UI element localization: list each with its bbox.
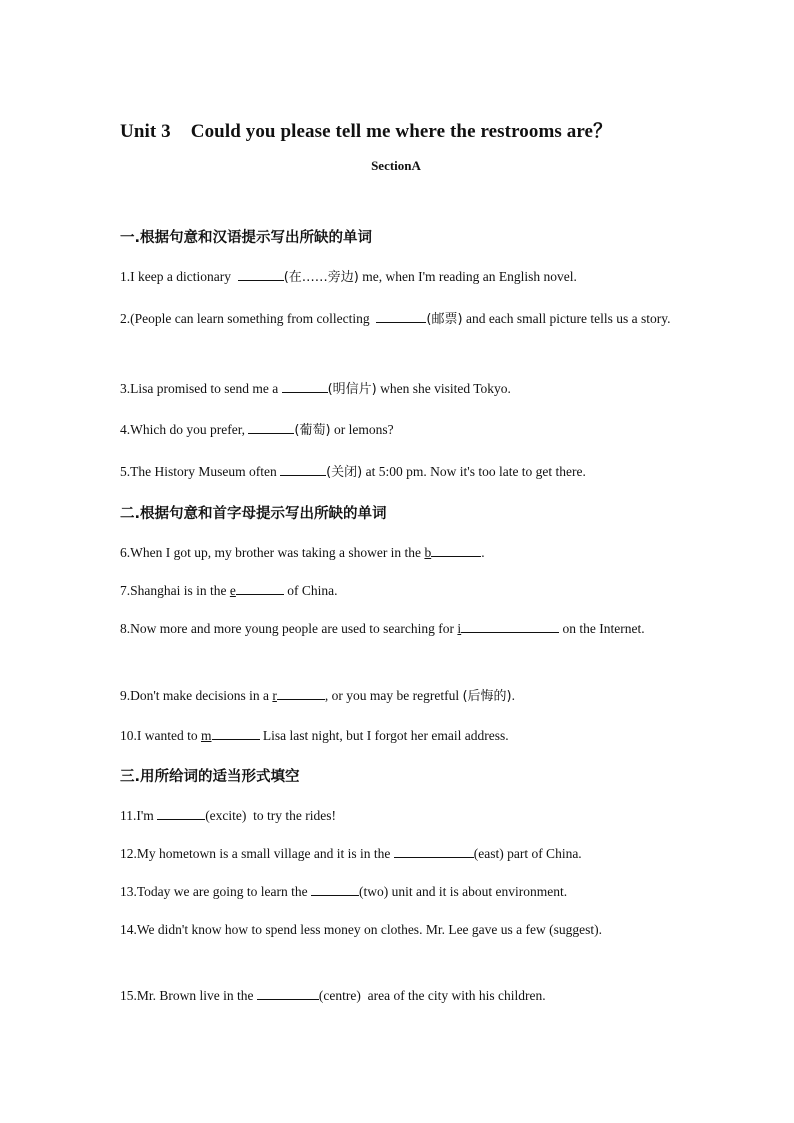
question-3: 3.Lisa promised to send me a (明信片) when she visited Tokyo.: [120, 374, 672, 404]
question-1: 1.I keep a dictionary (在……旁边) me, when I'm reading an English novel.: [120, 262, 672, 292]
page-subtitle: SectionA: [371, 158, 421, 173]
section-heading-2: 二.根据句意和首字母提示写出所缺的单词: [120, 506, 387, 522]
answer-blank-12[interactable]: [394, 843, 474, 858]
answer-blank-2[interactable]: [376, 308, 426, 323]
question-2: 2.(People can learn something from collecting (邮票) and each small picture tells us a story.: [120, 304, 672, 334]
unit-label: Unit 3: [120, 121, 171, 142]
question-8: 8.Now more and more young people are used to searching for i on the Internet.: [120, 614, 672, 643]
question-5: 5.The History Museum often (关闭) at 5:00 pm. Now it's too late to get there.: [120, 457, 672, 487]
answer-blank-9[interactable]: [277, 685, 325, 700]
answer-blank-3[interactable]: [282, 378, 328, 393]
section-heading-3: 三.用所给词的适当形式填空: [120, 769, 300, 785]
question-6: 6.When I got up, my brother was taking a shower in the b .: [120, 538, 672, 567]
letter-hint-10: m: [200, 728, 212, 743]
answer-blank-8[interactable]: [461, 618, 559, 633]
answer-blank-7[interactable]: [236, 580, 284, 595]
page-title: [120, 116, 672, 143]
question-4: 4.Which do you prefer, (葡萄) or lemons?: [120, 415, 672, 445]
question-9: 9.Don't make decisions in a r , or you may be regretful (后悔的).: [120, 681, 672, 711]
answer-blank-6[interactable]: [431, 542, 481, 557]
answer-blank-15[interactable]: [257, 985, 319, 1000]
answer-blank-10[interactable]: [212, 725, 260, 740]
question-7: 7.Shanghai is in the e of China.: [120, 576, 672, 605]
section-heading-1: 一.根据句意和汉语提示写出所缺的单词: [120, 230, 373, 246]
question-12: 12.My hometown is a small village and it is in the (east) part of China.: [120, 839, 672, 868]
letter-hint-9: r: [272, 688, 277, 703]
letter-hint-6: b: [424, 545, 432, 560]
letter-hint-7: e: [229, 583, 236, 598]
answer-blank-11[interactable]: [157, 805, 205, 820]
question-13: 13.Today we are going to learn the (two) unit and it is about environment.: [120, 877, 672, 906]
answer-blank-13[interactable]: [311, 881, 359, 896]
answer-blank-1[interactable]: [238, 266, 284, 281]
title-text: Could you please tell me where the restrooms are？: [190, 121, 613, 142]
answer-blank-4[interactable]: [248, 419, 294, 434]
letter-hint-8: i: [457, 621, 462, 636]
question-10: 10.I wanted to m Lisa last night, but I forgot her email address.: [120, 721, 672, 750]
answer-blank-5[interactable]: [280, 461, 326, 476]
question-14: 14.We didn't know how to spend less money on clothes. Mr. Lee gave us a few (suggest).: [120, 922, 603, 937]
question-15: 15.Mr. Brown live in the (centre) area of the city with his children.: [120, 981, 672, 1010]
question-11: 11.I'm (excite) to try the rides!: [120, 801, 672, 830]
